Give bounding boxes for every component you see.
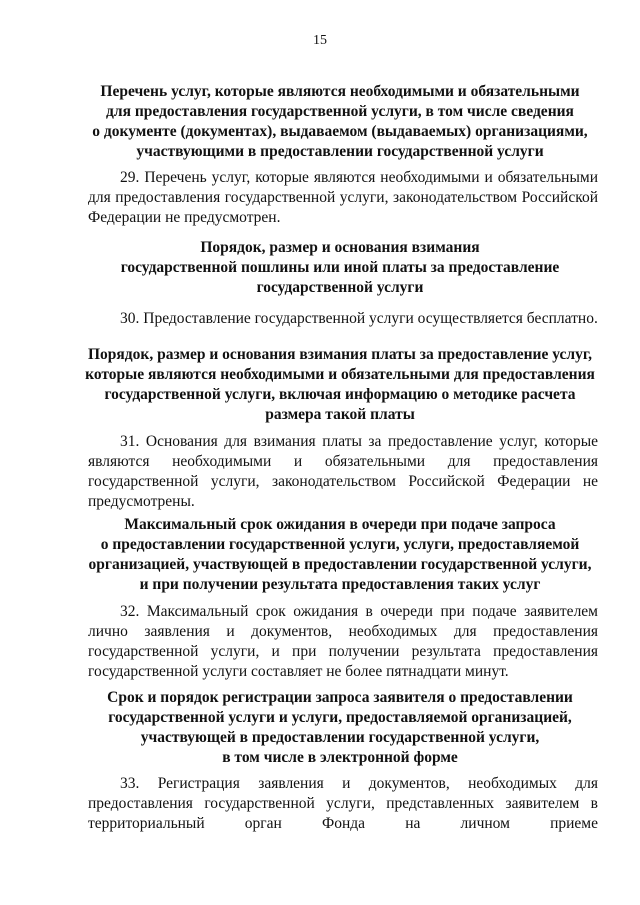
page-number: 15 — [313, 33, 327, 48]
section-heading-services-list — [80, 82, 600, 162]
heading-line: о документе (документах), выдаваемом (выдаваемых) организациями, — [92, 123, 588, 140]
paragraph-31: 31. Основания для взимания платы за предоставление услуг, которые являются необходимыми и обязательными для предоставления государственной услуги, законодательством Российской Федерации не предусмотрены. — [88, 433, 598, 510]
heading-line: Порядок, размер и основания взимания платы за предоставление услуг, — [87, 346, 592, 363]
heading-line: Порядок, размер и основания взимания — [200, 239, 480, 256]
heading-line: в том числе в электронной форме — [222, 749, 458, 766]
heading-line: организацией, участвующей в предоставлении государственной услуги, — [88, 556, 592, 573]
heading-line: участвующими в предоставлении государственной услуги — [136, 143, 544, 160]
heading-line: государственной услуги и услуги, предоставляемой организацией, — [108, 709, 572, 726]
heading-line: и при получении результата предоставления таких услуг — [139, 576, 541, 593]
heading-line: Срок и порядок регистрации запроса заявителя о предоставлении — [107, 689, 573, 706]
paragraph-30: 30. Предоставление государственной услуги осуществляется бесплатно. — [120, 310, 598, 327]
section-heading-state-fee — [80, 238, 600, 298]
paragraph-29: 29. Перечень услуг, которые являются необходимыми и обязательными для предоставления государственной услуги, законодательством Российской Федерации не предусмотрен. — [88, 169, 598, 226]
paragraph-33: 33. Регистрация заявления и документов, необходимых для предоставления государственной услуги, представленных заявителем в территориальный орган Фонда на личном приеме — [88, 775, 598, 832]
section-heading-service-fee — [80, 345, 600, 425]
heading-line: для предоставления государственной услуги, в том числе сведения — [106, 103, 574, 120]
heading-line: которые являются необходимыми и обязательными для предоставления — [85, 366, 595, 383]
heading-line: государственной пошлины или иной платы за предоставление — [120, 259, 560, 276]
section-heading-queue-time — [80, 515, 600, 595]
heading-line: государственной услуги, включая информацию о методике расчета — [104, 386, 576, 403]
paragraph-32: 32. Максимальный срок ожидания в очереди при подаче заявителем лично заявления и документов, необходимых для предоставления государственной услуги, и при получении результата предоставления государственной услуги составляет не более пятнадцати минут. — [88, 603, 598, 680]
heading-line: участвующей в предоставлении государственной услуги, — [140, 729, 540, 746]
heading-line: о предоставлении государственной услуги, услуги, предоставляемой — [100, 536, 580, 553]
section-heading-registration — [80, 688, 600, 768]
heading-line: Перечень услуг, которые являются необходимыми и обязательными — [100, 83, 580, 100]
heading-line: размера такой платы — [265, 406, 415, 423]
heading-line: Максимальный срок ожидания в очереди при подаче запроса — [124, 516, 556, 533]
heading-line: государственной услуги — [256, 279, 424, 296]
